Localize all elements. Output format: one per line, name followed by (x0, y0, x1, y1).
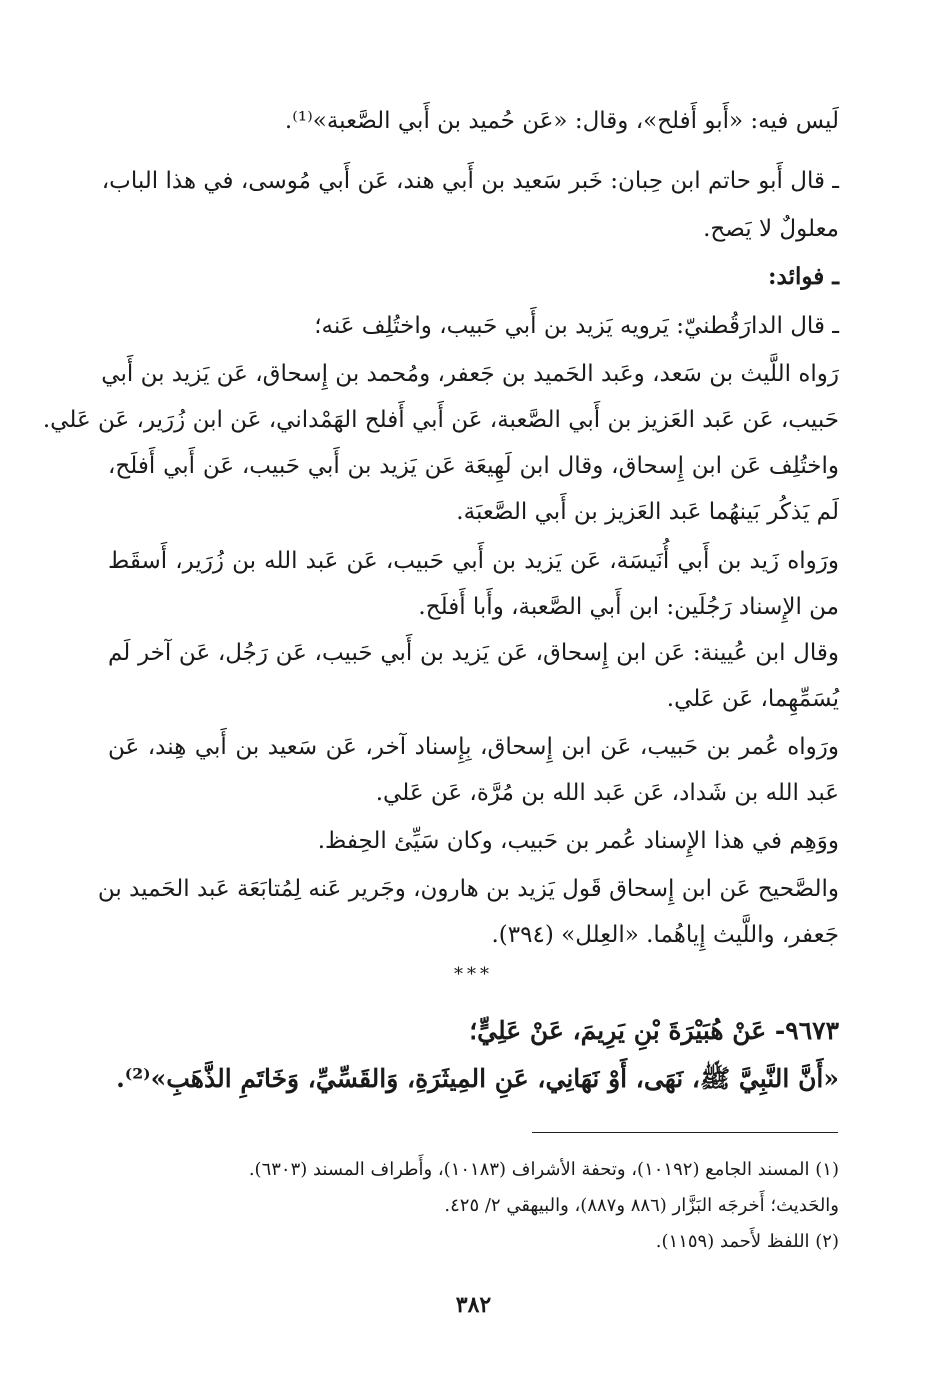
text-line: يُسَمِّهِما، عَن عَلي. (666, 686, 839, 712)
text-line: ـ قال الدارَقُطنيّ: يَرويه يَزيد بن أَبي حَبيب، واختُلِف عَنه؛ (314, 313, 839, 339)
text-line: رَواه اللَّيث بن سَعد، وعَبد الحَميد بن جَعفر، ومُحمد بن إِسحاق، عَن يَزيد بن أَبي (101, 361, 839, 387)
text-line: عَبد الله بن شَداد، عَن عَبد الله بن مُرَّة، عَن عَلي. (375, 780, 839, 806)
footnote-divider (532, 1132, 838, 1133)
section-heading: ـ فوائد: (768, 263, 839, 290)
text-line: ـ قال أَبو حاتم ابن حِبان: خَبر سَعيد بن أَبي هند، عَن أَبي مُوسى، في هذا الباب، (101, 168, 839, 194)
hadith-text: «أَنَّ النَّبِيَّ ﷺ، نَهَى، أَوْ نَهَانِي، عَنِ المِيثَرَةِ، وَالقَسِّيِّ، وَخَاتَمِ الذَّهَبِ»⁽²⁾. (116, 1064, 839, 1093)
text-line: حَبيب، عَن عَبد العَزيز بن أَبي الصَّعبة، عَن أَبي أَفلح الهَمْداني، عَن ابن زُرَير، عَن عَلي. (42, 407, 839, 433)
text-line: ورَواه زَيد بن أَبي أُنَيسَة، عَن يَزيد بن أَبي حَبيب، عَن عَبد الله بن زُرَير، أَسقَط (108, 548, 839, 574)
text-line: جَعفر، واللَّيث إِياهُما. «العِلل» (٣٩٤). (491, 922, 839, 948)
text-line: والصَّحيح عَن ابن إِسحاق قَول يَزيد بن هارون، وجَرير عَنه لِمُتابَعَة عَبد الحَميد بن (97, 876, 839, 902)
text-line: من الإِسناد رَجُلَين: ابن أَبي الصَّعبة، وأَبا أَفلَح. (418, 594, 839, 620)
text-line: لَيس فيه: «أَبو أَفلح»، وقال: «عَن حُميد بن أَبي الصَّعبة»⁽¹⁾. (284, 108, 839, 134)
text-line: ووَهِم في هذا الإِسناد عُمر بن حَبيب، وكان سَيِّئ الحِفظ. (317, 828, 839, 854)
text-line: واختُلِف عَن ابن إِسحاق، وقال ابن لَهِيعَة عَن يَزيد بن أَبي حَبيب، عَن أَبي أَفلَح، (108, 453, 839, 479)
footnote: (١) المسند الجامع (١٠١٩٢)، وتحفة الأشراف (١٠١٨٣)، وأَطراف المسند (٦٣٠٣). (248, 1159, 839, 1180)
footnote: (٢) اللفظ لأَحمد (١١٥٩). (655, 1231, 839, 1252)
text-line: معلولٌ لا يَصح. (703, 216, 839, 242)
text-line: لَم يَذكُر بَينهُما عَبد العَزيز بن أَبي الصَّعبَة. (456, 499, 839, 525)
text-line: ورَواه عُمر بن حَبيب، عَن ابن إِسحاق، بِإِسناد آخر، عَن سَعيد بن أَبي هِند، عَن (108, 734, 839, 760)
page-number: ٣٨٢ (455, 1292, 492, 1318)
hadith-heading: ٩٦٧٣- عَنْ هُبَيْرَةَ بْنِ يَرِيمَ، عَنْ عَلِيٍّ؛ (469, 1016, 839, 1045)
footnote: والحَديث؛ أَخرجَه البَزَّار (٨٨٦ و٨٨٧)، والبيهقي ٢/ ٤٢٥. (444, 1195, 839, 1216)
text-line: وقال ابن عُيينة: عَن ابن إِسحاق، عَن يَزيد بن أَبي حَبيب، عَن رَجُل، عَن آخر لَم (108, 640, 839, 666)
section-separator: *** (454, 964, 493, 985)
